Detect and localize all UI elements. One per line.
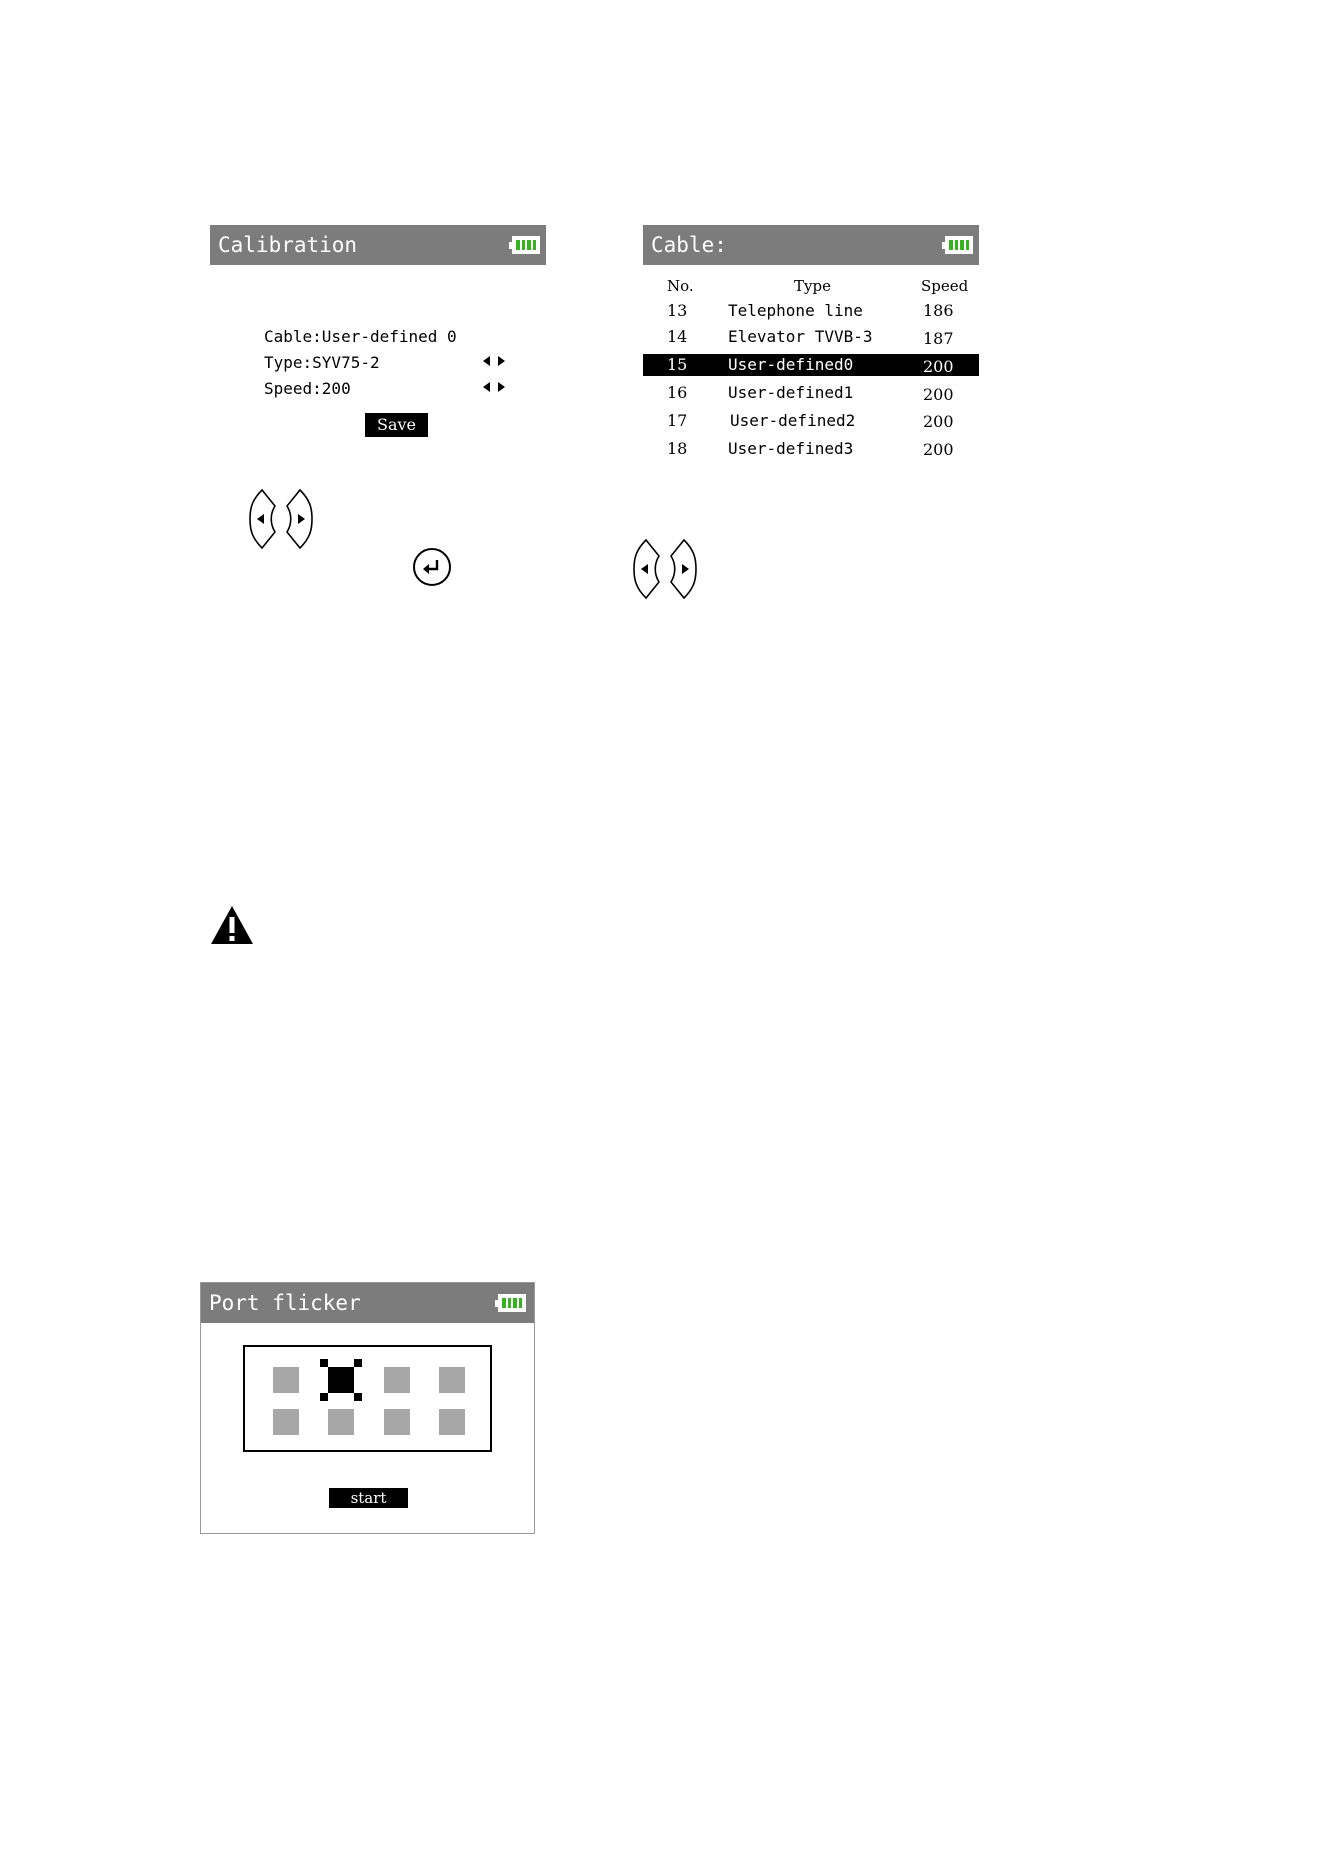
- table-cell-type[interactable]: Elevator TVVB-3: [728, 327, 873, 346]
- port-5[interactable]: [273, 1409, 299, 1435]
- calibration-titlebar: [210, 225, 546, 265]
- type-setting[interactable]: Type:SYV75-2: [264, 353, 380, 372]
- table-cell-no: 17: [667, 411, 688, 430]
- column-header-speed: Speed: [921, 277, 969, 295]
- cable-screen: [643, 225, 979, 470]
- save-button[interactable]: Save: [365, 413, 428, 437]
- left-right-arrow-keys-icon: [632, 538, 698, 600]
- selection-corner: [320, 1359, 328, 1367]
- cable-setting[interactable]: Cable:User-defined 0: [264, 327, 457, 346]
- port-1[interactable]: [273, 1367, 299, 1393]
- port-flicker-title: Port flicker: [209, 1291, 361, 1315]
- port-flicker-screen: [200, 1282, 535, 1534]
- calibration-screen: [210, 225, 546, 460]
- table-cell-no: 13: [667, 301, 688, 320]
- battery-full-icon: [945, 236, 973, 254]
- selection-corner: [320, 1393, 328, 1401]
- port-grid: [243, 1345, 492, 1452]
- port-8[interactable]: [439, 1409, 465, 1435]
- port-4[interactable]: [439, 1367, 465, 1393]
- table-cell-speed: 200: [923, 412, 954, 431]
- selection-corner: [354, 1393, 362, 1401]
- enter-key-icon: [413, 548, 451, 586]
- table-cell-type[interactable]: Telephone line: [728, 301, 863, 320]
- port-2-selected[interactable]: [328, 1367, 354, 1393]
- table-cell-type[interactable]: User-defined0: [728, 355, 854, 374]
- port-6[interactable]: [328, 1409, 354, 1435]
- left-right-arrow-keys-icon: [248, 488, 314, 550]
- table-cell-speed: 200: [923, 440, 954, 459]
- cable-title: Cable:: [651, 233, 727, 257]
- battery-full-icon: [498, 1294, 526, 1312]
- speed-right-arrow-icon[interactable]: [498, 382, 505, 392]
- speed-setting[interactable]: Speed:200: [264, 379, 351, 398]
- port-7[interactable]: [384, 1409, 410, 1435]
- table-cell-type[interactable]: User-defined1: [728, 383, 854, 402]
- start-button[interactable]: start: [329, 1488, 408, 1508]
- column-header-type: Type: [794, 277, 831, 295]
- table-cell-no: 14: [667, 327, 688, 346]
- table-cell-speed: 200: [923, 357, 954, 376]
- table-cell-speed: 186: [923, 301, 954, 320]
- table-cell-type[interactable]: User-defined2: [730, 411, 856, 430]
- speed-left-arrow-icon[interactable]: [483, 382, 490, 392]
- table-cell-no: 18: [667, 439, 688, 458]
- cable-titlebar: [643, 225, 979, 265]
- table-cell-speed: 187: [923, 329, 954, 348]
- column-header-no: No.: [667, 277, 694, 295]
- type-left-arrow-icon[interactable]: [483, 356, 490, 366]
- type-right-arrow-icon[interactable]: [498, 356, 505, 366]
- battery-full-icon: [512, 236, 540, 254]
- table-cell-speed: 200: [923, 385, 954, 404]
- table-cell-no: 16: [667, 383, 688, 402]
- port-3[interactable]: [384, 1367, 410, 1393]
- port-flicker-titlebar: [201, 1283, 534, 1323]
- table-cell-no: 15: [667, 355, 688, 374]
- warning-icon: [210, 905, 254, 945]
- table-cell-type[interactable]: User-defined3: [728, 439, 854, 458]
- calibration-title: Calibration: [218, 233, 358, 257]
- selection-corner: [354, 1359, 362, 1367]
